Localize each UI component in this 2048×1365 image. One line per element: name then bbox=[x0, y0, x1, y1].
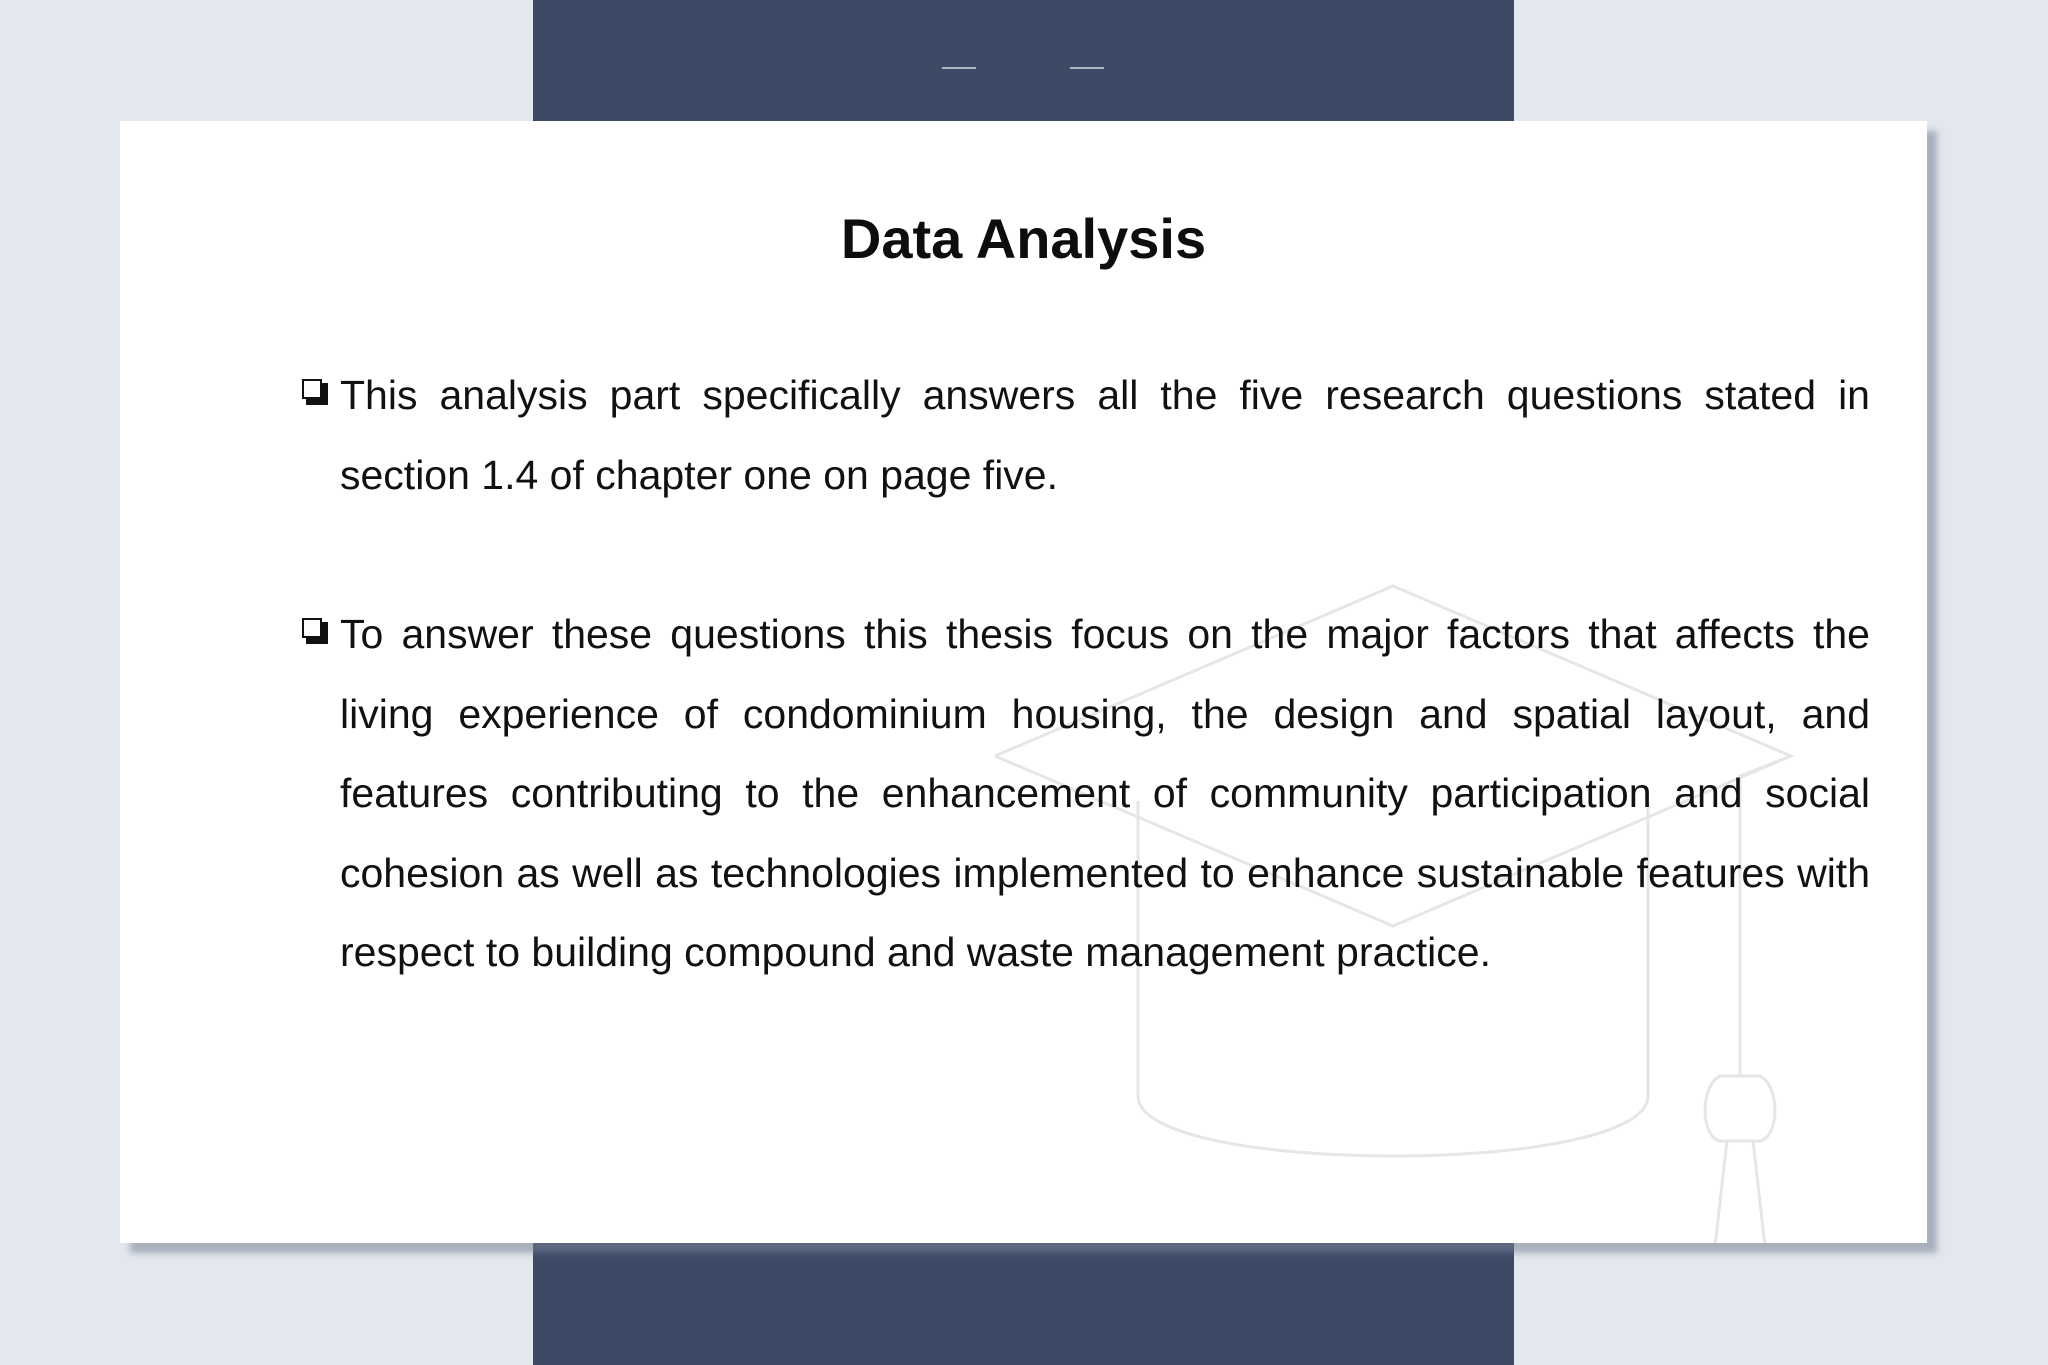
bullet-item bbox=[300, 595, 1870, 993]
decorative-dash-right bbox=[1070, 67, 1104, 69]
bullet-text: To answer these questions this thesis focus on the major factors that affects the living experience of condominium housing, the design and spatial layout, and features contributing to the enhancement of community participation and social cohesion as well as technologies implemented to enhance sustainable features with respect to building compound and waste management practice. bbox=[340, 611, 1870, 975]
bullet-list bbox=[300, 356, 1870, 993]
square-bullet-icon bbox=[302, 379, 326, 403]
bullet-item bbox=[300, 356, 1870, 515]
decorative-dash-left bbox=[942, 67, 976, 69]
square-bullet-icon bbox=[302, 618, 326, 642]
slide-title: Data Analysis bbox=[840, 207, 1207, 270]
bullet-text: This analysis part specifically answers all the five research questions stated in section 1.4 of chapter one on page five. bbox=[340, 372, 1870, 498]
slide-card bbox=[120, 121, 1927, 1243]
